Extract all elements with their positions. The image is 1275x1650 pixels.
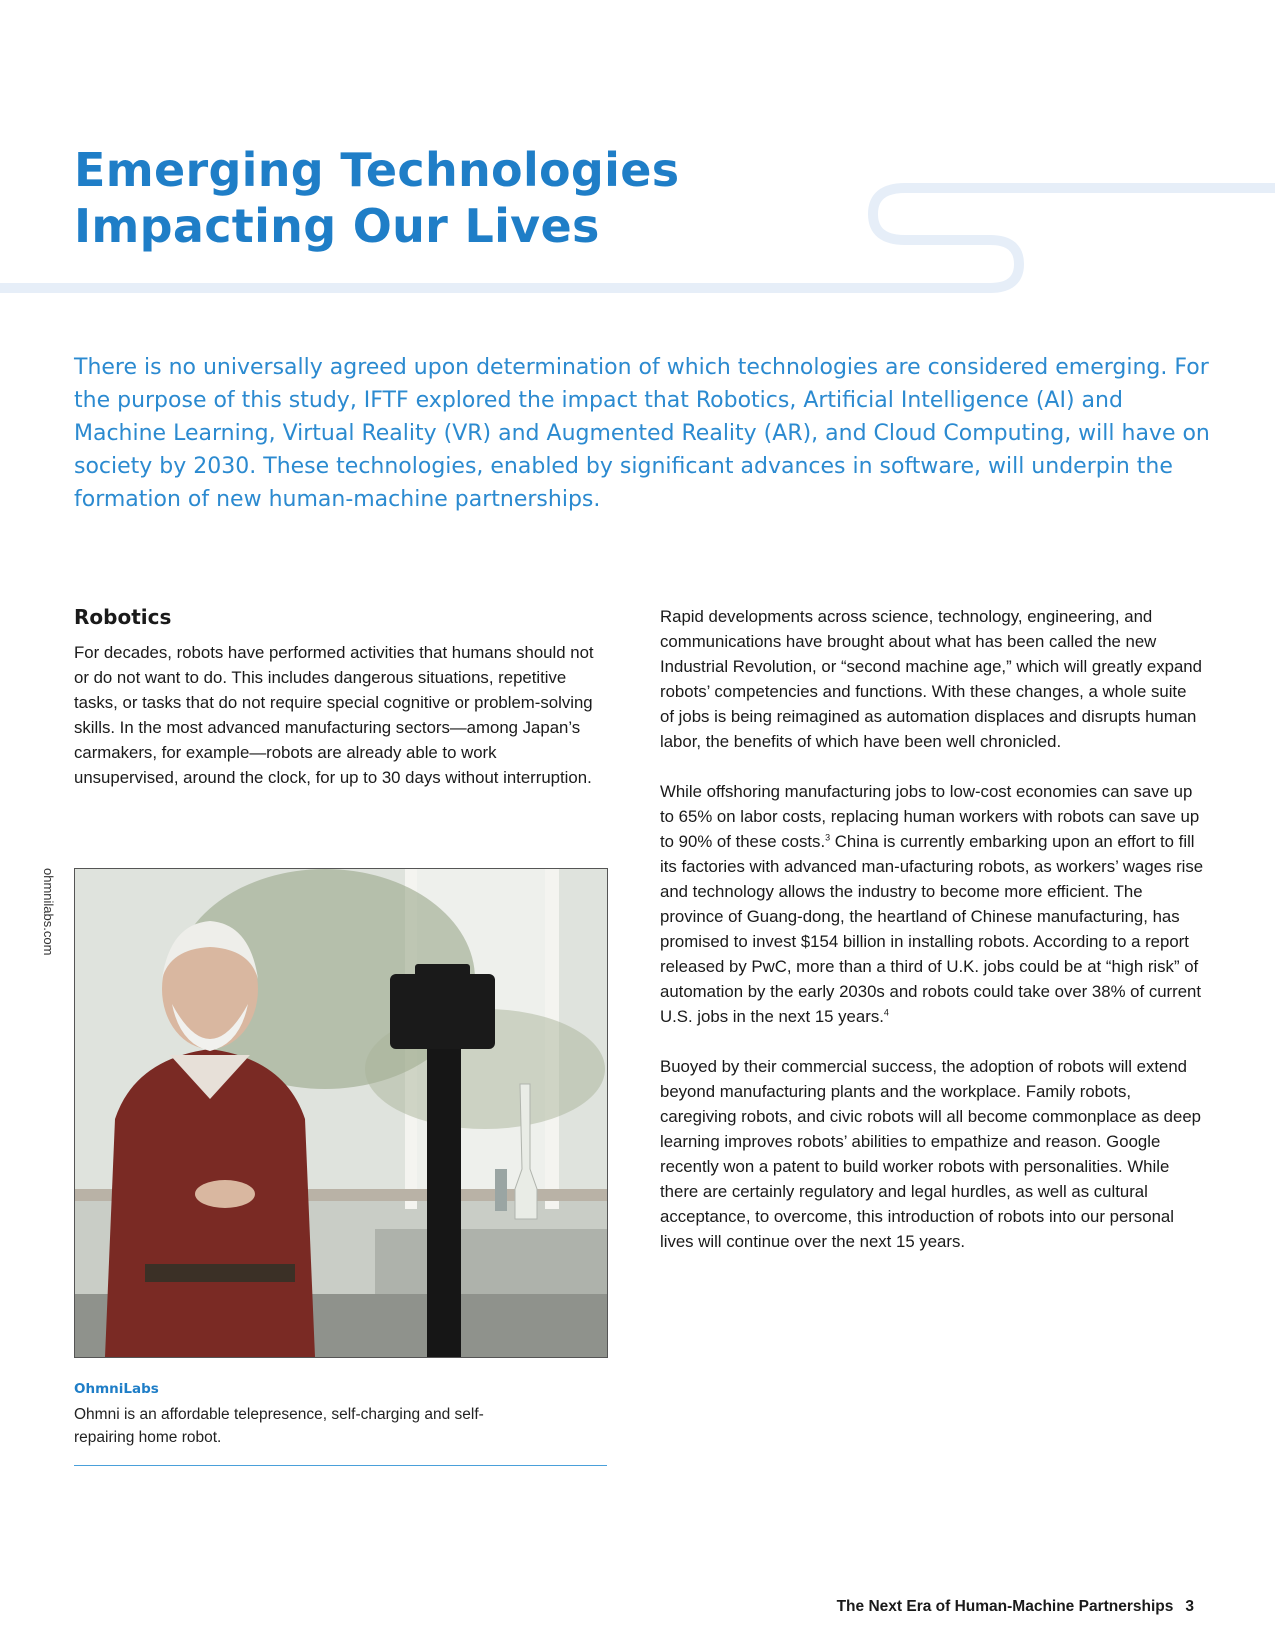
footer-title: The Next Era of Human-Machine Partnerships	[836, 1598, 1174, 1615]
footnote-3: 3	[825, 832, 831, 843]
photo-credit: ohmnilabs.com	[41, 868, 56, 956]
caption-title: OhmniLabs	[74, 1381, 159, 1397]
title-line-1: Emerging Technologies	[74, 143, 680, 197]
page-number: 3	[1185, 1598, 1194, 1615]
robotics-paragraph: For decades, robots have performed activities that humans should not or do not want to do. This includes dangerous situations, repetitive tasks, or tasks that do not require special cognitive or problem-solving skills. In the most advanced manufacturing sectors—among Japan’s carmakers, for example—robots are already able to work unsupervised, around the clock, for up to 30 days without interruption.	[74, 643, 594, 787]
photo-illustration	[75, 869, 607, 1357]
page-footer	[837, 1598, 1194, 1616]
page-title	[74, 142, 834, 254]
caption-divider	[74, 1465, 607, 1466]
right-column	[660, 604, 1205, 1279]
title-line-2: Impacting Our Lives	[74, 199, 600, 253]
caption-text: Ohmni is an affordable telepresence, self-charging and self-repairing home robot.	[74, 1406, 484, 1446]
right-paragraph-2a: While offshoring manufacturing jobs to low-cost economies can save up to 65% on labor costs, replacing human workers with robots can save up to 90% of these costs.	[660, 782, 1200, 851]
robot-photo	[74, 868, 608, 1358]
right-paragraph-2b: China is currently embarking upon an effort to fill its factories with advanced man-ufacturing robots, as workers’ wages rise and technology allows the industry to become more efficient. The province of Guang-dong, the heartland of Chinese manufacturing, has promised to invest $154 billion in installing robots. According to a report released by PwC, more than a third of U.K. jobs could be at “high risk” of automation by the early 2030s and robots could take over 38% of current U.S. jobs in the next 15 years.	[660, 832, 1204, 1026]
right-paragraph-3: Buoyed by their commercial success, the adoption of robots will extend beyond manufacturing plants and the workplace. Family robots, caregiving robots, and civic robots will all become commonplace as deep learning improves robots’ abilities to empathize and reason. Google recently won a patent to build worker robots with personalities. While there are certainly regulatory and legal hurdles, as well as cultural acceptance, to overcome, this introduction of robots into our personal lives will continue over the next 15 years.	[660, 1057, 1201, 1251]
footnote-4: 4	[883, 1007, 889, 1018]
robotics-heading: Robotics	[74, 605, 172, 629]
right-paragraph-1: Rapid developments across science, technology, engineering, and communications have brought about what has been called the new Industrial Revolution, or “second machine age,” which will greatly expand robots’ competencies and functions. With these changes, a whole suite of jobs is being reimagined as automation displaces and disrupts human labor, the benefits of which have been well chronicled.	[660, 607, 1202, 751]
right-paragraph-2	[660, 779, 1205, 1029]
intro-paragraph: There is no universally agreed upon determination of which technologies are considered emerging. For the purpose of this study, IFTF explored the impact that Robotics, Artificial Intelligence (AI) and Machine Learning, Virtual Reality (VR) and Augmented Reality (AR), and Cloud Computing, will have on society by 2030. These technologies, enabled by significant advances in software, will underpin the formation of new human-machine partnerships.	[74, 355, 1210, 512]
